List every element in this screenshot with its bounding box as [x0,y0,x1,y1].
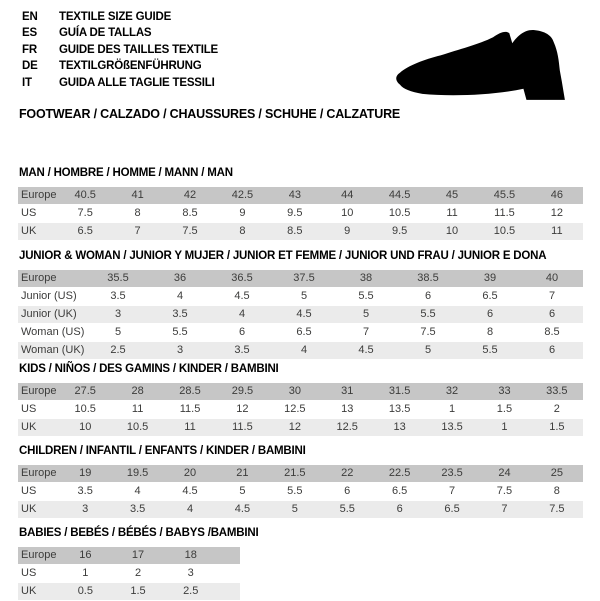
language-label: GUIDA ALLE TAGLIE TESSILI [59,76,215,89]
size-value-cell: 12 [288,421,301,433]
size-value-cell: 3 [176,344,184,356]
size-value-cell: 28 [131,385,144,397]
row-label-cell: UK [21,225,37,237]
size-value-cell: 2 [134,567,142,579]
size-value-cell: 20 [183,467,197,479]
size-value-cell: 28.5 [179,385,201,397]
language-code: DE [22,60,38,73]
size-value-cell: 41 [131,189,144,201]
size-value-cell: 10.5 [388,207,411,219]
size-table-row [18,306,583,324]
row-label-cell: Woman (US) [21,326,85,338]
size-value-cell: 11 [184,421,196,433]
size-table-header-row [18,465,583,483]
size-value-cell: 19.5 [126,467,149,479]
size-table-row [18,205,583,223]
size-value-cell: 5 [239,485,246,497]
size-value-cell: 10 [341,207,354,219]
size-value-cell: 17 [131,549,145,561]
size-value-cell: 25 [550,467,563,479]
category-title: FOOTWEAR / CALZADO / CHAUSSURES / SCHUHE / CALZATURE [19,107,401,121]
language-code: IT [22,76,32,89]
language-row-fr [22,42,218,58]
size-value-cell: 2.5 [183,585,199,597]
section-title: JUNIOR & WOMAN / JUNIOR Y MUJER / JUNIOR ET FEMME / JUNIOR UND FRAU / JUNIOR E DONA [19,250,547,262]
size-value-cell: 10.5 [74,403,96,415]
size-value-cell: 24 [498,467,511,479]
size-value-cell: 7.5 [496,485,513,497]
size-value-cell: 6.5 [77,225,93,237]
size-value-cell: 6 [424,290,432,302]
size-value-cell: 9.5 [391,225,408,237]
language-row-it [22,75,218,91]
size-value-cell: 12.5 [284,403,306,415]
size-value-cell: 6.5 [296,326,312,338]
size-value-cell: 1.5 [496,403,513,415]
size-value-cell: 22.5 [388,467,411,479]
size-value-cell: 11 [131,403,144,415]
size-value-cell: 12.5 [336,421,358,433]
size-value-cell: 11.5 [494,207,515,219]
size-value-cell: 5.5 [482,344,498,356]
size-value-cell: 3 [82,503,89,515]
row-label-cell: Junior (UK) [21,308,77,320]
language-code: EN [22,11,38,23]
size-value-cell: 13 [341,403,354,415]
size-value-cell: 21 [236,467,249,479]
size-value-cell: 7 [548,290,556,302]
size-value-cell: 43 [288,189,301,201]
size-value-cell: 3.5 [110,290,126,302]
size-value-cell: 1 [448,403,456,415]
size-value-cell: 7.5 [77,207,93,219]
size-value-cell: 10 [79,421,92,433]
size-value-cell: 0.5 [77,585,93,597]
size-table-header-row [18,270,583,288]
section-man [18,167,583,241]
size-table-row [18,565,240,583]
size-value-cell: 5.5 [420,308,436,320]
row-label-cell: UK [21,503,37,515]
size-value-cell: 7 [448,485,456,497]
row-label-cell: Europe [21,385,57,397]
size-value-cell: 5.5 [287,485,303,497]
size-value-cell: 1 [501,421,508,433]
size-value-cell: 37.5 [293,272,315,284]
size-value-cell: 9 [344,225,351,237]
size-value-cell: 4.5 [234,290,250,302]
row-label-cell: US [21,403,37,415]
row-label-cell: UK [21,421,37,433]
size-value-cell: 8 [486,326,494,338]
size-value-cell: 6 [396,503,403,515]
language-label: TEXTILE SIZE GUIDE [59,11,172,23]
size-value-cell: 32 [445,385,459,397]
size-value-cell: 13.5 [388,403,411,415]
size-value-cell: 8 [239,225,246,237]
size-value-cell: 1.5 [130,585,146,597]
language-row-en [22,9,218,25]
size-value-cell: 6.5 [391,485,408,497]
size-value-cell: 39 [483,272,497,284]
size-value-cell: 4 [176,290,184,302]
size-value-cell: 11 [551,225,563,237]
size-value-cell: 6 [548,308,556,320]
size-value-cell: 11.5 [179,403,201,415]
section-title: MAN / HOMBRE / HOMME / MANN / MAN [19,167,233,179]
size-value-cell: 7 [134,225,141,237]
size-value-cell: 4.5 [234,503,251,515]
size-value-cell: 22 [341,467,354,479]
size-value-cell: 16 [79,549,92,561]
row-label-cell: Europe [21,189,57,201]
size-value-cell: 5 [362,308,370,320]
size-value-cell: 7.5 [420,326,436,338]
size-value-cell: 44.5 [388,189,411,201]
size-table-row [18,342,583,360]
language-row-es [22,25,218,41]
size-value-cell: 42 [183,189,197,201]
size-value-cell: 6 [238,326,246,338]
language-label: GUÍA DE TALLAS [59,27,152,40]
size-value-cell: 10 [445,225,459,237]
size-table-junior-woman [18,270,583,360]
size-value-cell: 33 [498,385,511,397]
size-value-cell: 3.5 [77,485,93,497]
size-value-cell: 44 [341,189,354,201]
size-value-cell: 36 [173,272,187,284]
language-label: TEXTILGRÖßENFÜHRUNG [59,60,202,73]
size-value-cell: 31 [341,385,354,397]
size-table-row [18,401,583,419]
size-value-cell: 3 [114,308,122,320]
size-value-cell: 42.5 [231,189,254,201]
size-value-cell: 18 [184,549,197,561]
size-value-cell: 3.5 [129,503,146,515]
size-value-cell: 11.5 [232,421,253,433]
size-table-header-row [18,187,583,205]
size-table-babies [18,547,240,601]
size-value-cell: 5 [291,503,298,515]
size-value-cell: 3.5 [234,344,250,356]
size-value-cell: 4 [186,503,194,515]
row-label-cell: Junior (US) [21,290,77,302]
size-value-cell: 7 [501,503,508,515]
size-value-cell: 8.5 [544,326,560,338]
size-value-cell: 38 [359,272,373,284]
row-label-cell: Europe [21,272,57,284]
size-value-cell: 8 [553,485,560,497]
size-value-cell: 3.5 [172,308,188,320]
size-value-cell: 19 [79,467,92,479]
size-value-cell: 38.5 [417,272,439,284]
size-table-header-row [18,547,240,565]
size-value-cell: 33.5 [546,385,568,397]
section-kids [18,363,583,437]
size-value-cell: 31.5 [388,385,411,397]
size-value-cell: 10.5 [126,421,149,433]
size-table-row [18,583,240,601]
size-table-row [18,223,583,241]
size-value-cell: 6.5 [482,290,498,302]
size-value-cell: 45 [445,189,459,201]
row-label-cell: US [21,567,37,579]
language-legend [22,9,218,91]
size-value-cell: 23.5 [441,467,463,479]
size-value-cell: 2.5 [110,344,126,356]
size-value-cell: 3 [187,567,194,579]
language-row-de [22,58,218,74]
size-value-cell: 6 [548,344,556,356]
language-code: ES [22,27,37,40]
size-value-cell: 8.5 [182,207,198,219]
section-children [18,445,583,519]
size-table-row [18,419,583,437]
size-value-cell: 1.5 [549,421,565,433]
size-value-cell: 4.5 [182,485,198,497]
size-table-row [18,288,583,306]
size-value-cell: 29.5 [231,385,254,397]
size-value-cell: 36.5 [231,272,253,284]
section-title: KIDS / NIÑOS / DES GAMINS / KINDER / BAMBINI [19,363,279,375]
size-value-cell: 4.5 [296,308,312,320]
size-value-cell: 6.5 [444,503,460,515]
size-value-cell: 4.5 [358,344,374,356]
language-code: FR [22,43,37,56]
row-label-cell: UK [21,585,37,597]
size-value-cell: 21.5 [284,467,306,479]
size-value-cell: 8 [134,207,141,219]
size-value-cell: 8.5 [287,225,303,237]
size-value-cell: 5.5 [339,503,355,515]
size-value-cell: 13 [393,421,406,433]
row-label-cell: Europe [21,467,57,479]
size-value-cell: 5 [114,326,122,338]
size-value-cell: 12 [236,403,249,415]
row-label-cell: US [21,207,37,219]
size-value-cell: 45.5 [493,189,516,201]
size-table-row [18,501,583,519]
size-value-cell: 2 [553,403,560,415]
section-title: CHILDREN / INFANTIL / ENFANTS / KINDER / BAMBINI [19,445,306,457]
size-value-cell: 10.5 [493,225,516,237]
size-value-cell: 40 [545,272,559,284]
size-value-cell: 7.5 [182,225,198,237]
size-table-header-row [18,383,583,401]
size-value-cell: 4 [300,344,308,356]
size-value-cell: 30 [288,385,301,397]
size-table-man [18,187,583,241]
size-value-cell: 9 [239,207,246,219]
row-label-cell: Woman (UK) [21,344,85,356]
size-value-cell: 27.5 [74,385,96,397]
size-value-cell: 5.5 [172,326,188,338]
size-table-row [18,324,583,342]
size-value-cell: 6 [486,308,494,320]
size-value-cell: 9.5 [287,207,303,219]
size-value-cell: 4 [134,485,141,497]
size-value-cell: 5 [424,344,432,356]
size-value-cell: 7 [362,326,370,338]
size-value-cell: 12 [550,207,563,219]
section-junior-woman [18,250,583,360]
size-value-cell: 5 [300,290,308,302]
size-value-cell: 5.5 [358,290,374,302]
size-value-cell: 13.5 [441,421,463,433]
size-value-cell: 4 [238,308,246,320]
size-value-cell: 1 [82,567,89,579]
dress-shoe-icon [394,27,576,103]
section-babies [18,527,583,601]
size-table-row [18,483,583,501]
row-label-cell: Europe [21,549,57,561]
section-title: BABIES / BEBÉS / BÉBÉS / BABYS /BAMBINI [19,527,259,539]
size-value-cell: 35.5 [107,272,129,284]
size-table-children [18,465,583,519]
size-value-cell: 11 [446,207,458,219]
language-label: GUIDE DES TAILLES TEXTILE [59,43,218,56]
size-value-cell: 40.5 [74,189,96,201]
size-value-cell: 6 [344,485,351,497]
size-value-cell: 46 [550,189,563,201]
size-table-kids [18,383,583,437]
row-label-cell: US [21,485,37,497]
size-value-cell: 7.5 [549,503,565,515]
